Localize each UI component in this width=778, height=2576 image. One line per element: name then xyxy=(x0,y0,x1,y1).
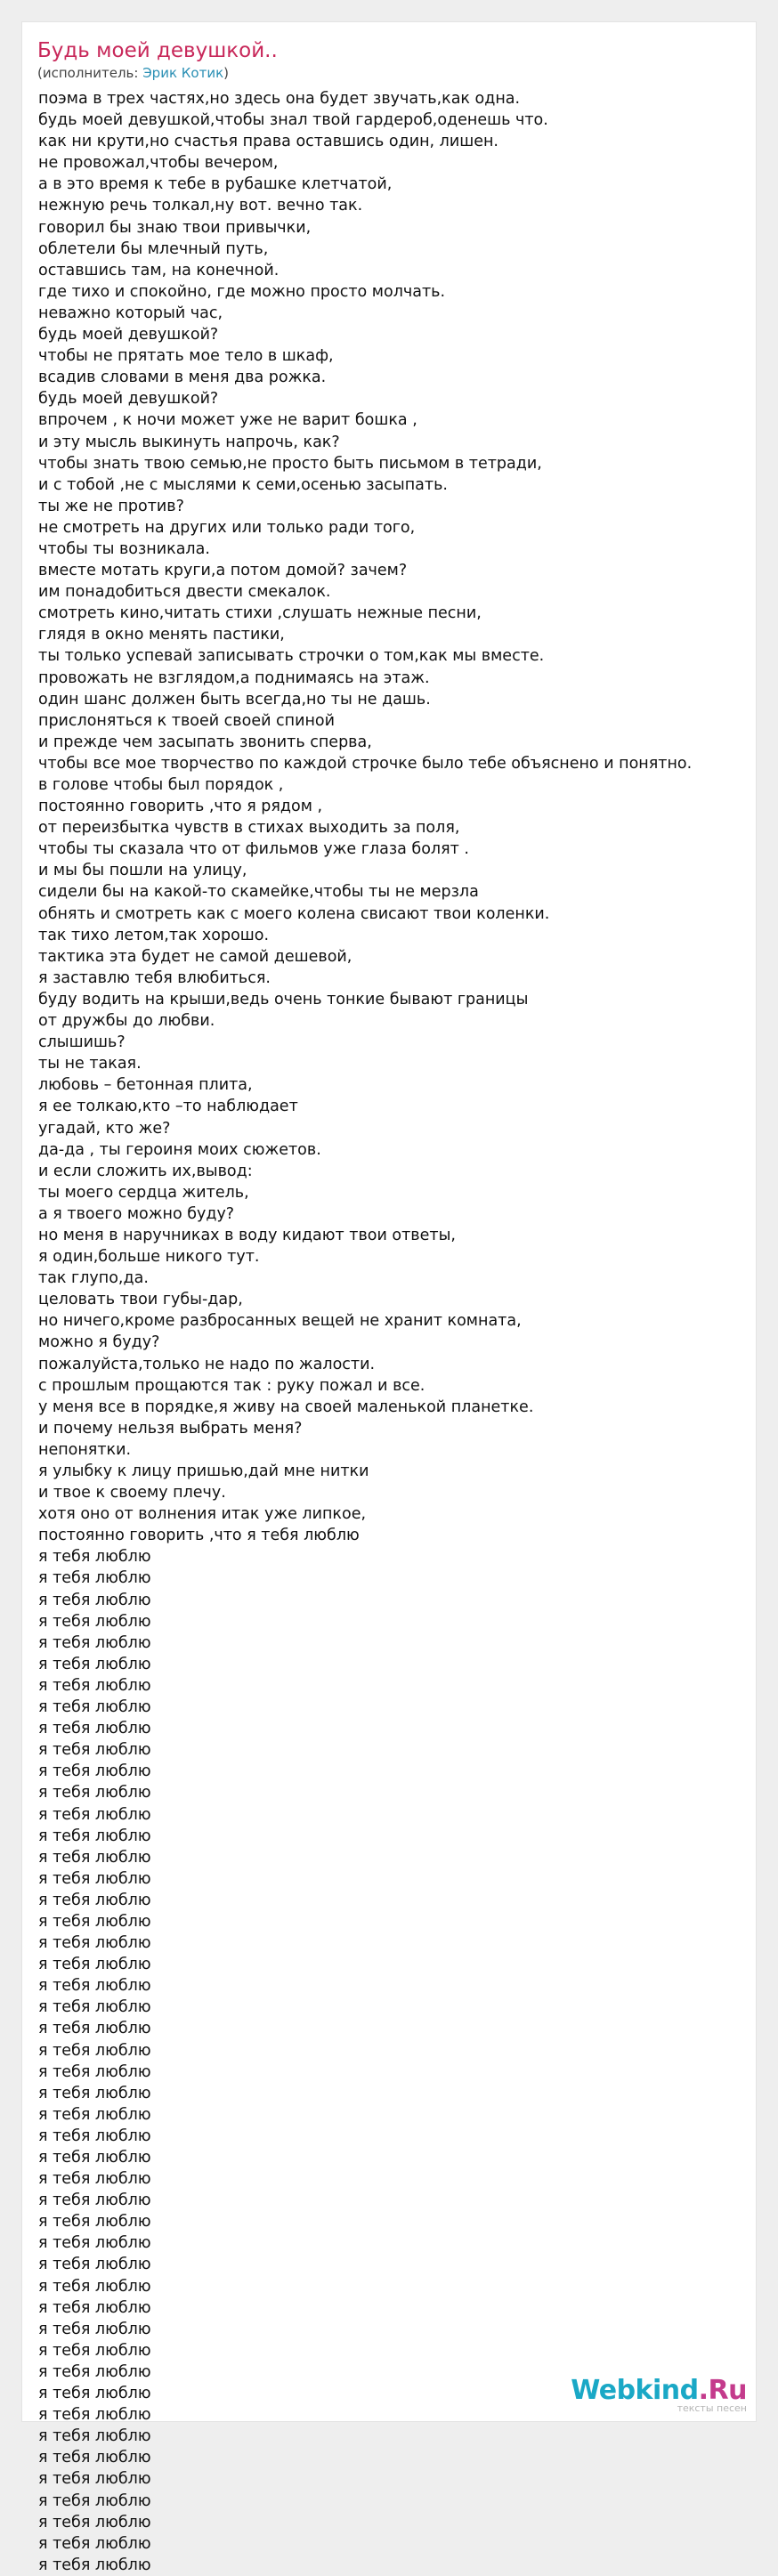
lyric-line: и твое к своему плечу. xyxy=(38,1484,226,1503)
lyric-line: можно я буду? xyxy=(38,1333,160,1352)
lyric-line: я тебя люблю xyxy=(38,2491,151,2510)
lyric-line: любовь – бетонная плита, xyxy=(38,1076,253,1095)
lyric-line: а я твоего можно буду? xyxy=(38,1204,235,1223)
artist-link[interactable]: Эрик Котик xyxy=(142,65,224,81)
lyric-line: я тебя люблю xyxy=(38,1741,151,1760)
logo-tagline: тексты песен xyxy=(677,2402,747,2414)
logo-name: Webkind xyxy=(571,2375,699,2406)
lyric-line: непонятки. xyxy=(38,1440,132,1459)
lyric-line: сидели бы на какой-то скамейке,чтобы ты не мерзла xyxy=(38,883,479,902)
lyrics-text xyxy=(38,88,755,2576)
lyric-line: я тебя люблю xyxy=(38,1784,151,1802)
lyric-line: будь моей девушкой? xyxy=(38,326,219,344)
lyric-line: я тебя люблю xyxy=(38,1869,151,1888)
lyric-line: чтобы ты сказала что от фильмов уже глаза болят . xyxy=(38,840,469,859)
lyric-line: и с тобой ,не с мыслями к семи,осенью засыпать. xyxy=(38,475,448,494)
lyric-line: чтобы ты возникала. xyxy=(38,539,210,558)
lyric-line: поэма в трех частях,но здесь она будет звучать,как одна. xyxy=(38,90,521,108)
lyric-line: я улыбку к лицу пришью,дай мне нитки xyxy=(38,1462,369,1480)
lyric-line: оставшись там, на конечной. xyxy=(38,261,280,279)
lyric-line: я тебя люблю xyxy=(38,2213,151,2232)
lyric-line: всадив словами в меня два рожка. xyxy=(38,369,327,387)
lyric-line: я тебя люблю xyxy=(38,2298,151,2317)
lyric-line: так глупо,да. xyxy=(38,1269,149,1288)
lyric-line: целовать твои губы-дар, xyxy=(38,1291,243,1309)
lyrics-card xyxy=(21,21,757,2574)
lyric-line: ты не такая. xyxy=(38,1055,142,1073)
lyric-line: и почему нельзя выбрать меня? xyxy=(38,1419,303,1438)
lyric-line: буду водить на крыши,ведь очень тонкие бывают границы xyxy=(38,990,529,1009)
artist-line xyxy=(37,64,229,82)
lyric-line: я тебя люблю xyxy=(38,1762,151,1781)
lyric-line: как ни крути,но счастья права оставшись один, лишен. xyxy=(38,133,498,151)
lyric-line: слышишь? xyxy=(38,1033,126,1052)
lyric-line: не провожал,чтобы вечером, xyxy=(38,154,279,173)
lyric-line: и прежде чем засыпать звонить сперва, xyxy=(38,733,372,751)
lyric-line: не смотреть на других или только ради того, xyxy=(38,518,416,537)
lyric-line: я тебя люблю xyxy=(38,1956,151,1974)
lyric-line: но меня в наручниках в воду кидают твои ответы, xyxy=(38,1226,456,1244)
lyric-line: я тебя люблю xyxy=(38,2427,151,2446)
lyric-line: где тихо и спокойно, где можно просто молчать. xyxy=(38,282,446,301)
lyric-line: обнять и смотреть как с моего колена свисают твои коленки. xyxy=(38,904,550,923)
lyric-line: от дружбы до любви. xyxy=(38,1012,215,1031)
lyric-line: у меня все в порядке,я живу на своей маленькой планетке. xyxy=(38,1397,534,1416)
lyric-line: я тебя люблю xyxy=(38,2513,151,2531)
lyric-line: я тебя люблю xyxy=(38,2385,151,2403)
lyric-line: я тебя люблю xyxy=(38,2277,151,2296)
lyric-line: я тебя люблю xyxy=(38,2341,151,2360)
lyric-line: глядя в окно менять пастики, xyxy=(38,626,285,644)
lyric-line: я тебя люблю xyxy=(38,2084,151,2102)
lyric-line: один шанс должен быть всегда,но ты не дашь. xyxy=(38,690,431,709)
lyric-line: нежную речь толкал,ну вот. вечно так. xyxy=(38,197,363,215)
lyric-line: впрочем , к ночи может уже не варит бошка , xyxy=(38,411,417,430)
song-title: Будь моей девушкой.. xyxy=(37,39,278,62)
lyric-line: я тебя люблю xyxy=(38,2320,151,2338)
lyric-line: будь моей девушкой,чтобы знал твой гардероб,оденешь что. xyxy=(38,111,548,130)
lyric-line: я тебя люблю xyxy=(38,2234,151,2253)
lyric-line: я ее толкаю,кто –то наблюдает xyxy=(38,1098,298,1116)
lyric-line: я тебя люблю xyxy=(38,2020,151,2038)
lyric-line: я тебя люблю xyxy=(38,2449,151,2467)
lyric-line: я тебя люблю xyxy=(38,2170,151,2189)
lyric-line: я тебя люблю xyxy=(38,1591,151,1609)
lyric-line: я тебя люблю xyxy=(38,1891,151,1909)
lyric-line: я тебя люблю xyxy=(38,1633,151,1652)
lyric-line: будь моей девушкой? xyxy=(38,390,219,409)
lyric-line: им понадобиться двести смекалок. xyxy=(38,583,331,602)
lyric-line: говорил бы знаю твои привычки, xyxy=(38,218,312,237)
lyric-line: облетели бы млечный путь, xyxy=(38,239,269,258)
lyric-line: я тебя люблю xyxy=(38,1912,151,1931)
lyric-line: я тебя люблю xyxy=(38,2362,151,2381)
lyric-line: чтобы все мое творчество по каждой строчке было тебе объяснено и понятно. xyxy=(38,754,693,773)
lyric-line: так тихо летом,так хорошо. xyxy=(38,926,270,944)
lyric-line: я тебя люблю xyxy=(38,1848,151,1867)
lyric-line: тактика эта будет не самой дешевой, xyxy=(38,947,353,966)
lyric-line: я тебя люблю xyxy=(38,1827,151,1845)
lyric-line: я тебя люблю xyxy=(38,2105,151,2124)
site-logo[interactable] xyxy=(571,2377,747,2414)
lyric-line: я тебя люблю xyxy=(38,1612,151,1631)
lyric-line: чтобы не прятать мое тело в шкаф, xyxy=(38,347,334,366)
lyric-line: в голове чтобы был порядок , xyxy=(38,776,284,794)
lyric-line: постоянно говорить ,что я тебя люблю xyxy=(38,1527,360,1545)
lyric-line: я заставлю тебя влюбиться. xyxy=(38,968,271,987)
lyric-line: я тебя люблю xyxy=(38,1998,151,2017)
lyric-line: вместе мотать круги,а потом домой? зачем? xyxy=(38,562,408,580)
lyric-line: а в это время к тебе в рубашке клетчатой, xyxy=(38,175,393,194)
lyric-line: да-да , ты героиня моих сюжетов. xyxy=(38,1140,321,1159)
lyric-line: пожалуйста,только не надо по жалости. xyxy=(38,1355,376,1373)
lyric-line: и мы бы пошли на улицу, xyxy=(38,862,247,880)
lyric-line: я тебя люблю xyxy=(38,2534,151,2553)
lyric-line: я тебя люблю xyxy=(38,2191,151,2210)
lyric-line: и эту мысль выкинуть напрочь, как? xyxy=(38,433,340,451)
lyric-line: но ничего,кроме разбросанных вещей не хранит комната, xyxy=(38,1312,522,1331)
lyric-line: я тебя люблю xyxy=(38,1569,151,1588)
lyric-line: чтобы знать твою семью,не просто быть письмом в тетради, xyxy=(38,454,542,473)
lyric-line: я тебя люблю xyxy=(38,1720,151,1738)
lyric-line: ты же не против? xyxy=(38,497,184,515)
lyric-line: я тебя люблю xyxy=(38,2470,151,2489)
lyric-line: неважно который час, xyxy=(38,304,223,322)
lyric-line: я тебя люблю xyxy=(38,1698,151,1717)
lyric-line: я тебя люблю xyxy=(38,2256,151,2274)
lyric-line: от переизбытка чувств в стихах выходить за поля, xyxy=(38,819,460,838)
lyric-line: постоянно говорить ,что я рядом , xyxy=(38,798,323,816)
logo-tld: .Ru xyxy=(698,2375,747,2406)
lyric-line: я один,больше никого тут. xyxy=(38,1248,260,1267)
artist-suffix: ) xyxy=(223,65,230,81)
lyric-line: я тебя люблю xyxy=(38,1977,151,1996)
lyric-line: ты моего сердца житель, xyxy=(38,1183,249,1202)
lyric-line: провожать не взглядом,а поднимаясь на этаж. xyxy=(38,668,430,687)
lyric-line: я тебя люблю xyxy=(38,1655,151,1673)
logo-wordmark xyxy=(571,2377,747,2405)
lyric-line: угадай, кто же? xyxy=(38,1119,171,1138)
lyric-line: я тебя люблю xyxy=(38,2556,151,2574)
lyric-line: я тебя люблю xyxy=(38,2041,151,2060)
lyric-line: прислоняться к твоей своей спиной xyxy=(38,711,335,730)
lyric-line: я тебя люблю xyxy=(38,2406,151,2425)
lyric-line: я тебя люблю xyxy=(38,1548,151,1567)
lyric-line: и если сложить их,вывод: xyxy=(38,1162,253,1180)
lyric-line: ты только успевай записывать строчки о том,как мы вместе. xyxy=(38,647,545,666)
lyric-line: я тебя люблю xyxy=(38,2126,151,2145)
lyric-line: я тебя люблю xyxy=(38,2149,151,2167)
lyric-line: я тебя люблю xyxy=(38,1676,151,1695)
lyric-line: смотреть кино,читать стихи ,слушать нежные песни, xyxy=(38,604,482,623)
lyric-line: я тебя люблю xyxy=(38,1805,151,1824)
lyric-line: я тебя люблю xyxy=(38,2062,151,2081)
lyric-line: я тебя люблю xyxy=(38,1934,151,1953)
lyric-line: с прошлым прощаются так : руку пожал и все. xyxy=(38,1376,425,1395)
lyric-line: хотя оно от волнения итак уже липкое, xyxy=(38,1505,367,1524)
artist-prefix: (исполнитель: xyxy=(37,65,143,81)
